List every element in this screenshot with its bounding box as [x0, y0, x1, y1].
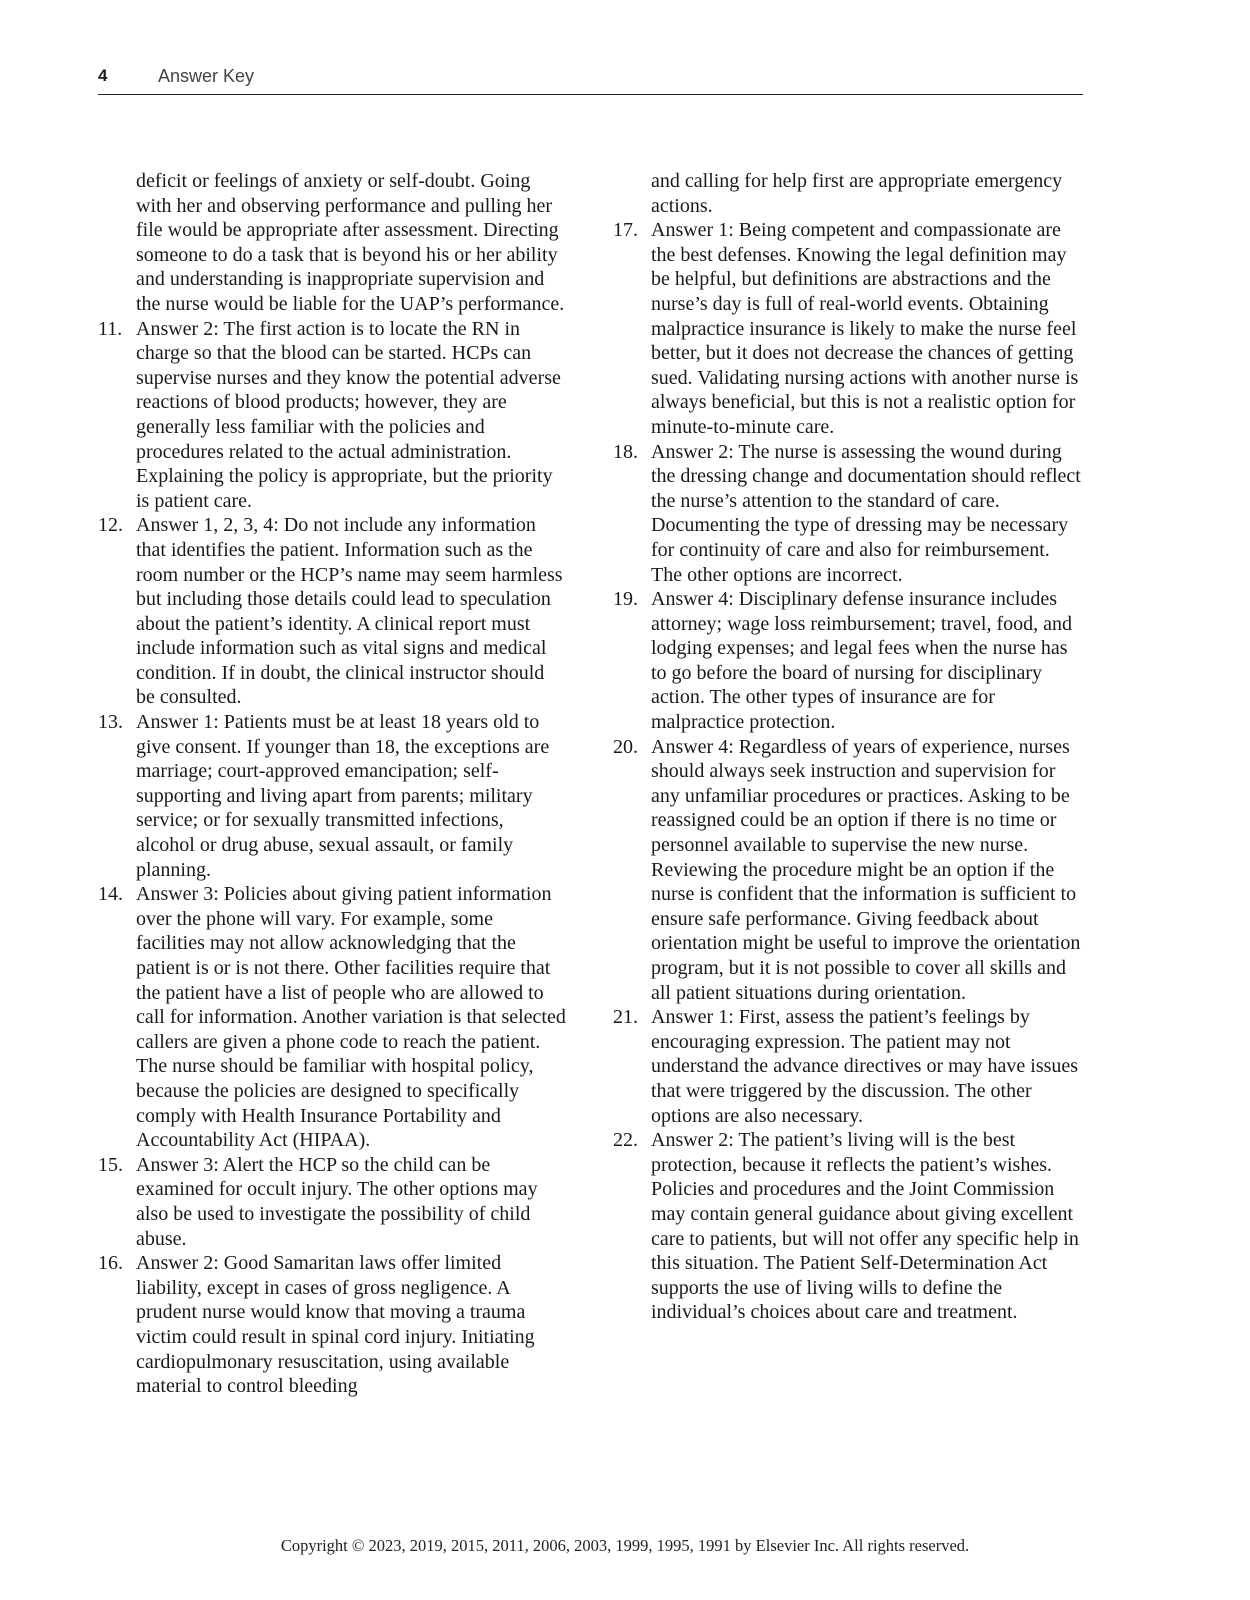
continued-answer: deficit or feelings of anxiety or self-doubt. Going with her and observing performance and pulling her file would be appropriate after assessment. Directing someone to do a task that is beyond his or her ability and understanding is inappropriate supervision and the nurse would be liable for the UAP’s performance.: [136, 170, 565, 315]
answer-number: 11.: [98, 317, 123, 340]
answer-text: Answer 1: Being competent and compassionate are the best defenses. Knowing the legal definition may be helpful, but definitions are abstractions and the nurse’s day is full of real-world events. Obtaining malpractice insurance is likely to make the nurse feel better, but it does not decrease the chances of getting sued. Validating nursing actions with another nurse is always beneficial, but this is not a realistic option for minute-to-minute care.: [651, 219, 1079, 438]
answer-item-13: [98, 710, 566, 882]
answer-item-19: [613, 587, 1085, 735]
answer-number: 21.: [613, 1006, 638, 1029]
page-number: 4: [98, 66, 108, 85]
answer-text: Answer 3: Alert the HCP so the child can be examined for occult injury. The other options may also be used to investigate the possibility of child abuse.: [136, 1153, 538, 1250]
answer-text: Answer 4: Regardless of years of experience, nurses should always seek instruction and supervision for any unfamiliar procedures or practices. Asking to be reassigned could be an option if there is no time or personnel available to supervise the new nurse. Reviewing the procedure might be an option if the nurse is confident that the information is sufficient to ensure safe performance. Giving feedback about orientation might be useful to improve the orientation program, but it is not possible to cover all skills and all patient situations during orientation.: [651, 735, 1081, 1004]
answer-number: 17.: [613, 219, 638, 242]
answer-item-18: [613, 440, 1085, 588]
answer-number: 20.: [613, 735, 638, 758]
answer-number: 14.: [98, 883, 123, 906]
running-title: Answer Key: [158, 66, 255, 86]
page-header: [98, 66, 1083, 95]
answer-text: Answer 1: First, assess the patient’s feelings by encouraging expression. The patient may not understand the advance directives or may have issues that were triggered by the discussion. The other options are also necessary.: [651, 1006, 1079, 1127]
answer-text: Answer 1: Patients must be at least 18 years old to give consent. If younger than 18, the exceptions are marriage; court-approved emancipation; self-supporting and living apart from parents; military service; or for sexually transmitted infections, alcohol or drug abuse, sexual assault, or family planning.: [136, 711, 550, 881]
answer-number: 16.: [98, 1252, 123, 1275]
continued-answer: and calling for help first are appropriate emergency actions.: [651, 170, 1063, 217]
answer-number: 22.: [613, 1129, 638, 1152]
answer-item-15: [98, 1153, 566, 1251]
answer-number: 12.: [98, 514, 123, 537]
answer-text: Answer 2: The nurse is assessing the wound during the dressing change and documentation should reflect the nurse’s attention to the standard of care. Documenting the type of dressing may be necessary for continuity of care and also for reimbursement. The other options are incorrect.: [651, 440, 1081, 586]
answer-item-17: [613, 218, 1085, 439]
answer-item-12: [98, 513, 566, 710]
answer-text: Answer 4: Disciplinary defense insurance includes attorney; wage loss reimbursement; travel, food, and lodging expenses; and legal fees when the nurse has to go before the board of nursing for disciplinary action. The other types of insurance are for malpractice protection.: [651, 588, 1072, 734]
answer-item-11: [98, 317, 566, 514]
copyright-footer: Copyright © 2023, 2019, 2015, 2011, 2006, 2003, 1999, 1995, 1991 by Elsevier Inc. All rights reserved.: [280, 1536, 970, 1555]
answer-item-16: [98, 1251, 566, 1399]
answer-text: Answer 2: Good Samaritan laws offer limited liability, except in cases of gross negligence. A prudent nurse would know that moving a trauma victim could result in spinal cord injury. Initiating cardiopulmonary resuscitation, using available material to control bleeding: [136, 1252, 535, 1398]
answer-number: 13.: [98, 711, 123, 734]
answer-item-22: [613, 1128, 1085, 1325]
answer-number: 19.: [613, 588, 638, 611]
answer-text: Answer 2: The patient’s living will is the best protection, because it reflects the patient’s wishes. Policies and procedures and the Joint Commission may contain general guidance about giving excellent care to patients, but will not offer any specific help in this situation. The Patient Self-Determination Act supports the use of living wills to define the individual’s choices about care and treatment.: [651, 1129, 1079, 1324]
answer-item-21: [613, 1005, 1085, 1128]
answer-item-14: [98, 882, 566, 1153]
answer-text: Answer 3: Policies about giving patient information over the phone will vary. For example, some facilities may not allow acknowledging that the patient is or is not there. Other facilities require that the patient have a list of people who are allowed to call for information. Another variation is that selected callers are given a phone code to reach the patient. The nurse should be familiar with hospital policy, because the policies are designed to specifically comply with Health Insurance Portability and Accountability Act (HIPAA).: [136, 883, 566, 1152]
right-column: [613, 169, 1085, 1325]
answer-number: 15.: [98, 1153, 123, 1176]
answer-number: 18.: [613, 440, 638, 463]
left-column: [98, 169, 566, 1399]
answer-text: Answer 1, 2, 3, 4: Do not include any information that identifies the patient. Information such as the room number or the HCP’s name may seem harmless but including those details could lead to speculation about the patient’s identity. A clinical report must include information such as vital signs and medical condition. If in doubt, the clinical instructor should be consulted.: [136, 514, 563, 709]
answer-item-20: [613, 735, 1085, 1006]
answer-text: Answer 2: The first action is to locate the RN in charge so that the blood can be started. HCPs can supervise nurses and they know the potential adverse reactions of blood products; however, they are generally less familiar with the policies and procedures related to the actual administration. Explaining the policy is appropriate, but the priority is patient care.: [136, 317, 561, 512]
